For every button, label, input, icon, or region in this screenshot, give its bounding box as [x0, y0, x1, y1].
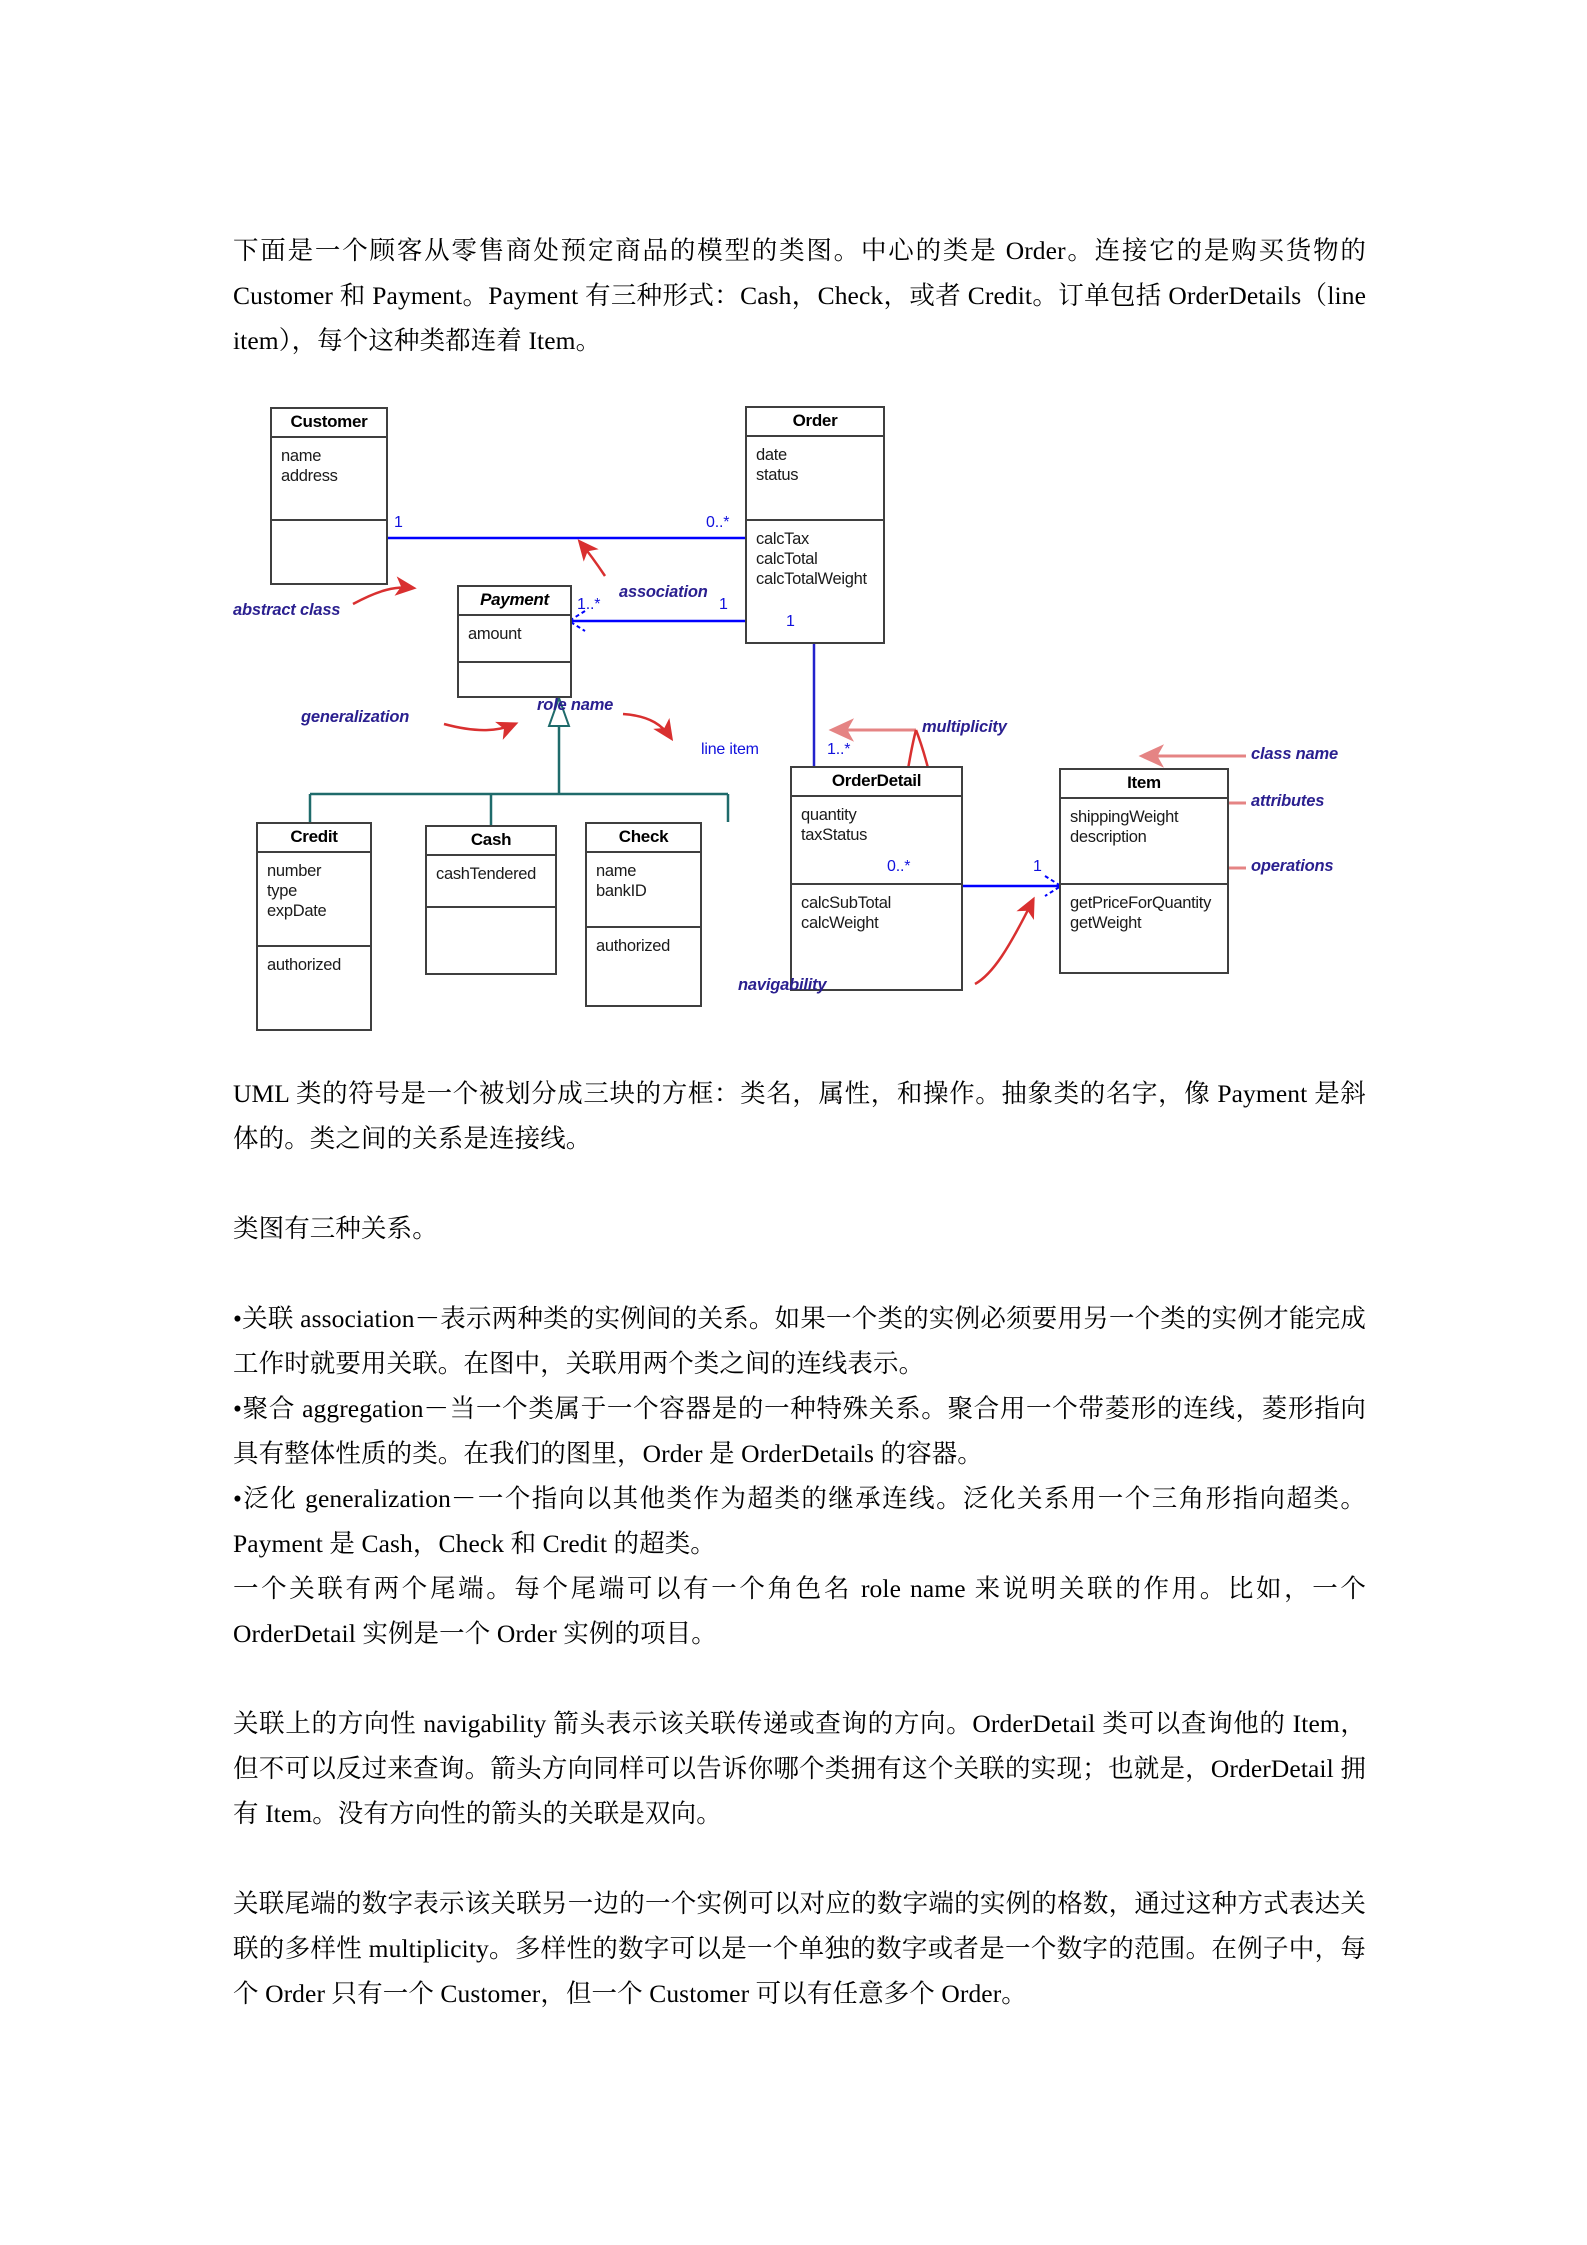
attribute: shippingWeight [1070, 808, 1179, 826]
callout-class-name: class name [1251, 745, 1338, 763]
attribute: taxStatus [801, 826, 868, 844]
callout-abstract-class: abstract class [233, 601, 341, 619]
uml-class-cash [425, 825, 557, 975]
uml-class-check [585, 822, 702, 1007]
class-operations [459, 661, 570, 701]
operation: getWeight [1070, 914, 1142, 932]
multiplicity-order-payment-end: 1 [719, 596, 728, 613]
paragraph-navigability: 关联上的方向性 navigability 箭头表示该关联传递或查询的方向。OrderDetail 类可以查询他的 Item，但不可以反过来查询。箭头方向同样可以告诉你哪个类拥有这个关联的实现；也就是，OrderDetail 拥有 Item。没有方向性的箭头的关联是双向。 [233, 1709, 1366, 1828]
role-label-line-item: line item [701, 741, 759, 758]
class-operations [747, 519, 883, 647]
spacer [233, 363, 1366, 408]
class-title: Item [1061, 770, 1227, 799]
operation: authorized [596, 937, 671, 955]
class-title: Payment [459, 587, 570, 616]
spacer [233, 1026, 1366, 1071]
multiplicity-payment-end: 1..* [577, 596, 601, 613]
paragraph-role-name: 一个关联有两个尾端。每个尾端可以有一个角色名 role name 来说明关联的作用。比如，一个 OrderDetail 实例是一个 Order 实例的项目。 [233, 1574, 1366, 1648]
operation: calcTax [756, 530, 809, 548]
callout-attributes: attributes [1251, 792, 1325, 810]
class-attributes [258, 853, 370, 945]
operation: calcTotal [756, 550, 818, 568]
uml-class-payment [457, 585, 572, 698]
multiplicity-order-aggregation-end: 1 [786, 613, 795, 630]
uml-class-orderdetail [790, 766, 963, 991]
spacer [233, 1836, 1366, 1881]
attribute: cashTendered [436, 865, 537, 883]
attribute: quantity [801, 806, 857, 824]
class-title: Customer [272, 409, 386, 438]
attribute: description [1070, 828, 1147, 846]
operation: authorized [267, 956, 342, 974]
class-title: Credit [258, 824, 370, 853]
class-title: Cash [427, 827, 555, 856]
paragraph-multiplicity: 关联尾端的数字表示该关联另一边的一个实例可以对应的数字端的实例的格数，通过这种方式表达关联的多样性 multiplicity。多样性的数字可以是一个单独的数字或者是一个数字的范围。在例子中，每个 Order 只有一个 Customer，但一个 Customer 可以有任意多个 Order。 [233, 1889, 1366, 2008]
multiplicity-item-end: 1 [1033, 858, 1042, 875]
paragraph-uml-notation: UML 类的符号是一个被划分成三块的方框：类名，属性，和操作。抽象类的名字，像 Payment 是斜体的。类之间的关系是连接线。 [233, 1079, 1366, 1153]
uml-class-order [745, 406, 885, 644]
attribute: address [281, 467, 338, 485]
callout-generalization: generalization [301, 708, 410, 726]
attribute: amount [468, 625, 522, 643]
multiplicity-customer-end: 1 [394, 514, 403, 531]
bullet-generalization: •泛化 generalization－一个指向以其他类作为超类的继承连线。泛化关系用一个三角形指向超类。Payment 是 Cash，Check 和 Credit 的超类。 [233, 1484, 1366, 1558]
operation: calcSubTotal [801, 894, 891, 912]
callout-association: association [619, 583, 708, 601]
paragraph-three-relations: 类图有三种关系。 [233, 1214, 438, 1243]
bullet-association: •关联 association－表示两种类的实例间的关系。如果一个类的实例必须要用另一个类的实例才能完成工作时就要用关联。在图中，关联用两个类之间的连线表示。 [233, 1304, 1366, 1378]
class-operations [427, 906, 555, 976]
spacer [233, 1656, 1366, 1701]
class-attributes [427, 856, 555, 906]
class-operations [1061, 883, 1227, 973]
operation: calcWeight [801, 914, 879, 932]
class-attributes [272, 438, 386, 519]
document-content [233, 228, 1366, 2016]
callout-operations: operations [1251, 857, 1334, 875]
attribute: name [281, 447, 322, 465]
class-operations [258, 945, 370, 1018]
callout-navigability: navigability [738, 976, 827, 994]
multiplicity-order-end: 0..* [706, 514, 730, 531]
attribute: status [756, 466, 799, 484]
class-operations [587, 926, 700, 1001]
attribute: name [596, 862, 637, 880]
paragraph-intro: 下面是一个顾客从零售商处预定商品的模型的类图。中心的类是 Order。连接它的是购买货物的 Customer 和 Payment。Payment 有三种形式：Cash，Check，或者 Credit。订单包括 OrderDetails（line item），每个这种类都连着 Item。 [233, 236, 1366, 355]
multiplicity-orderdetail-item-end: 0..* [887, 858, 911, 875]
uml-class-item [1059, 768, 1229, 974]
uml-class-credit [256, 822, 372, 1031]
uml-class-customer [270, 407, 388, 585]
attribute: type [267, 882, 297, 900]
attribute: expDate [267, 902, 327, 920]
spacer [233, 1251, 1366, 1296]
multiplicity-orderdetail-end: 1..* [827, 741, 851, 758]
class-attributes [792, 797, 961, 883]
operation: getPriceForQuantity [1070, 894, 1212, 912]
class-title: Check [587, 824, 700, 853]
class-attributes [1061, 799, 1227, 883]
attribute: bankID [596, 882, 647, 900]
callout-role-name: role name [537, 696, 614, 714]
class-attributes [459, 616, 570, 661]
class-attributes [587, 853, 700, 926]
spacer [233, 1161, 1366, 1206]
class-title: Order [747, 408, 883, 437]
callout-multiplicity: multiplicity [922, 718, 1007, 736]
attribute: date [756, 446, 787, 464]
operation: calcTotalWeight [756, 570, 867, 588]
class-attributes [747, 437, 883, 519]
class-title: OrderDetail [792, 768, 961, 797]
uml-class-diagram [233, 408, 1366, 1026]
bullet-aggregation: •聚合 aggregation－当一个类属于一个容器是的一种特殊关系。聚合用一个带菱形的连线，菱形指向具有整体性质的类。在我们的图里，Order 是 OrderDetails 的容器。 [233, 1394, 1366, 1468]
attribute: number [267, 862, 322, 880]
class-operations [272, 519, 386, 587]
